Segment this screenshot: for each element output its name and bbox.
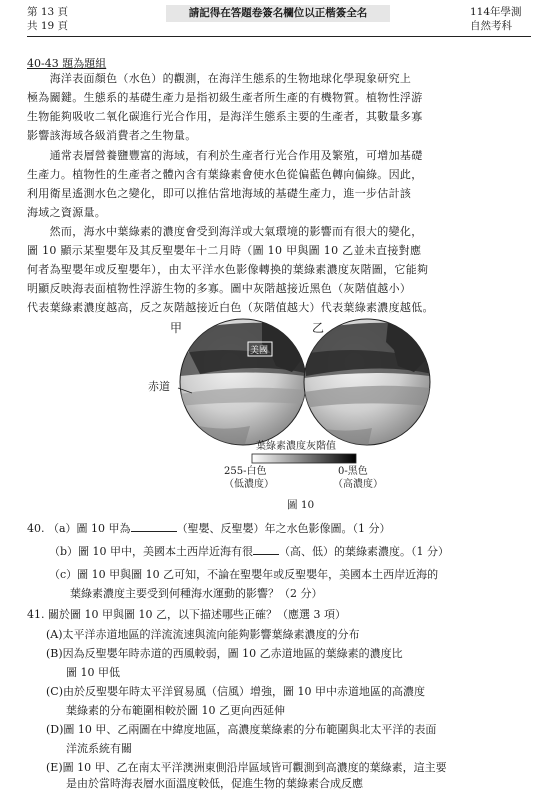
q41-option-b-cont: 圖 10 甲低 [66, 666, 120, 679]
globe-a [178, 319, 310, 445]
text-line: 生產力。植物性的生產者之體內含有葉綠素會使水色從偏藍色轉向偏綠。因此， [27, 168, 423, 181]
q40-a-blank[interactable] [131, 521, 177, 532]
text-line: 圖 10 顯示某聖嬰年及其反聖嬰年十二月時（圖 10 甲與圖 10 乙並未直接對應 [27, 244, 422, 257]
text-line: 影響該海域各級消費者之生物量。 [27, 129, 197, 142]
q41-option-c-cont: 葉綠素的分布範圍相較於圖 10 乙更向西延伸 [66, 704, 285, 717]
globe-b [304, 319, 432, 446]
q41-option-e-cont: 是由於當時海表層水面溫度較低，促進生物的葉綠素合成反應 [66, 777, 363, 790]
q41-option-c[interactable]: (C)由於反聖嬰年時太平洋貿易風（信風）增強，圖 10 甲中赤道地區的高濃度 [46, 685, 425, 698]
colorbar-title: 葉綠素濃度灰階值 [256, 441, 336, 452]
text-line: 海域之資源量。 [27, 206, 107, 219]
text-line: 明顯反映海表面植物性浮游生物的多寡。圖中灰階越接近黑色（灰階值越小） [27, 282, 412, 295]
section-title: 40-43 題為題組 [27, 57, 107, 70]
page-total: 共 19 頁 [27, 20, 69, 32]
colorbar [252, 454, 356, 463]
q40-a-text-post: （聖嬰、反聖嬰）年之水色影像圖。（1 分） [176, 522, 391, 535]
paragraph-3 [27, 222, 529, 317]
q41-option-b[interactable]: (B)因為反聖嬰年時赤道的西風較弱，圖 10 乙赤道地區的葉綠素的濃度比 [46, 647, 403, 660]
q41-option-d[interactable]: (D)圖 10 甲、乙兩圖在中緯度地區，高濃度葉綠素的分布範圍與北太平洋的表面 [46, 723, 437, 736]
text-line: 利用衛星遙測水色之變化，即可以推估當地海域的基礎生產力，進一步估計該 [27, 187, 412, 200]
q40-a [27, 520, 391, 537]
text-line: 海洋表面顏色（水色）的觀測，在海洋生態系的生物地球化學現象研究上 [27, 72, 412, 85]
colorbar-left-desc: （低濃度） [224, 479, 274, 490]
paragraph-2 [27, 146, 529, 222]
q40-b [49, 543, 449, 560]
text-line: 代表葉綠素濃度越高，反之灰階越接近白色（灰階值越大）代表葉綠素濃度越低。 [27, 301, 434, 314]
equator-label: 赤道 [148, 380, 170, 393]
figure-label-b: 乙 [312, 321, 325, 335]
text-line: 然而，海水中葉綠素的濃度會受到海洋或大氣環境的影響而有很大的變化， [27, 225, 423, 238]
q40-a-text: （a）圖 10 甲為 [48, 522, 131, 535]
colorbar-right-desc: （高濃度） [333, 479, 383, 490]
text-line: 生物能夠吸收二氧化碳進行光合作用，是海洋生態系主要的生產者，其數量多寡 [27, 110, 423, 123]
figure-10 [0, 314, 558, 504]
header-rule [27, 36, 531, 37]
exam-subject: 自然考科 [470, 20, 512, 32]
text-line: 何者為聖嬰年或反聖嬰年），由太平洋水色影像轉換的葉綠素濃度灰階圖，它能夠 [27, 263, 429, 276]
exam-year: 114年學測 [470, 6, 522, 18]
figure-caption: 圖 10 [287, 499, 315, 511]
q41-option-d-cont: 洋流系統有關 [66, 742, 132, 755]
colorbar-left-value: 255-白色 [224, 466, 267, 477]
usa-label: 美國 [250, 346, 269, 356]
q41-option-a[interactable]: (A)太平洋赤道地區的洋流流速與流向能夠影響葉綠素濃度的分布 [46, 628, 360, 641]
paragraph-1 [27, 69, 529, 145]
q41-option-e[interactable]: (E)圖 10 甲、乙在南太平洋澳洲東側沿岸區域皆可觀測到高濃度的葉綠素，這主要 [46, 761, 447, 774]
q40-c-line1: （c）圖 10 甲與圖 10 乙可知，不論在聖嬰年或反聖嬰年，美國本土西岸近海的 [49, 568, 439, 581]
signature-notice: 請記得在答題卷簽名欄位以正楷簽全名 [166, 5, 390, 22]
page-number: 第 13 頁 [27, 6, 69, 18]
q40-number: 40. [27, 522, 45, 535]
q41-stem: 41. 關於圖 10 甲與圖 10 乙，以下描述哪些正確？（應選 3 項） [27, 608, 346, 621]
text-line: 通常表層營養鹽豐富的海域，有利於生產者行光合作用及繁殖，可增加基礎 [27, 149, 423, 162]
text-line: 極為關鍵。生態系的基礎生產力是指初級生產者所生產的有機物質。植物性浮游 [27, 91, 423, 104]
q40-b-text-post: （高、低）的葉綠素濃度。（1 分） [279, 545, 450, 558]
figure-label-a: 甲 [170, 321, 183, 335]
q40-b-blank[interactable] [253, 544, 279, 555]
q40-b-text: （b）圖 10 甲中，美國本土西岸近海有很 [49, 545, 254, 558]
q40-c-line2: 葉綠素濃度主要受到何種海水運動的影響？（2 分） [70, 587, 323, 600]
colorbar-right-value: 0-黑色 [338, 466, 368, 477]
